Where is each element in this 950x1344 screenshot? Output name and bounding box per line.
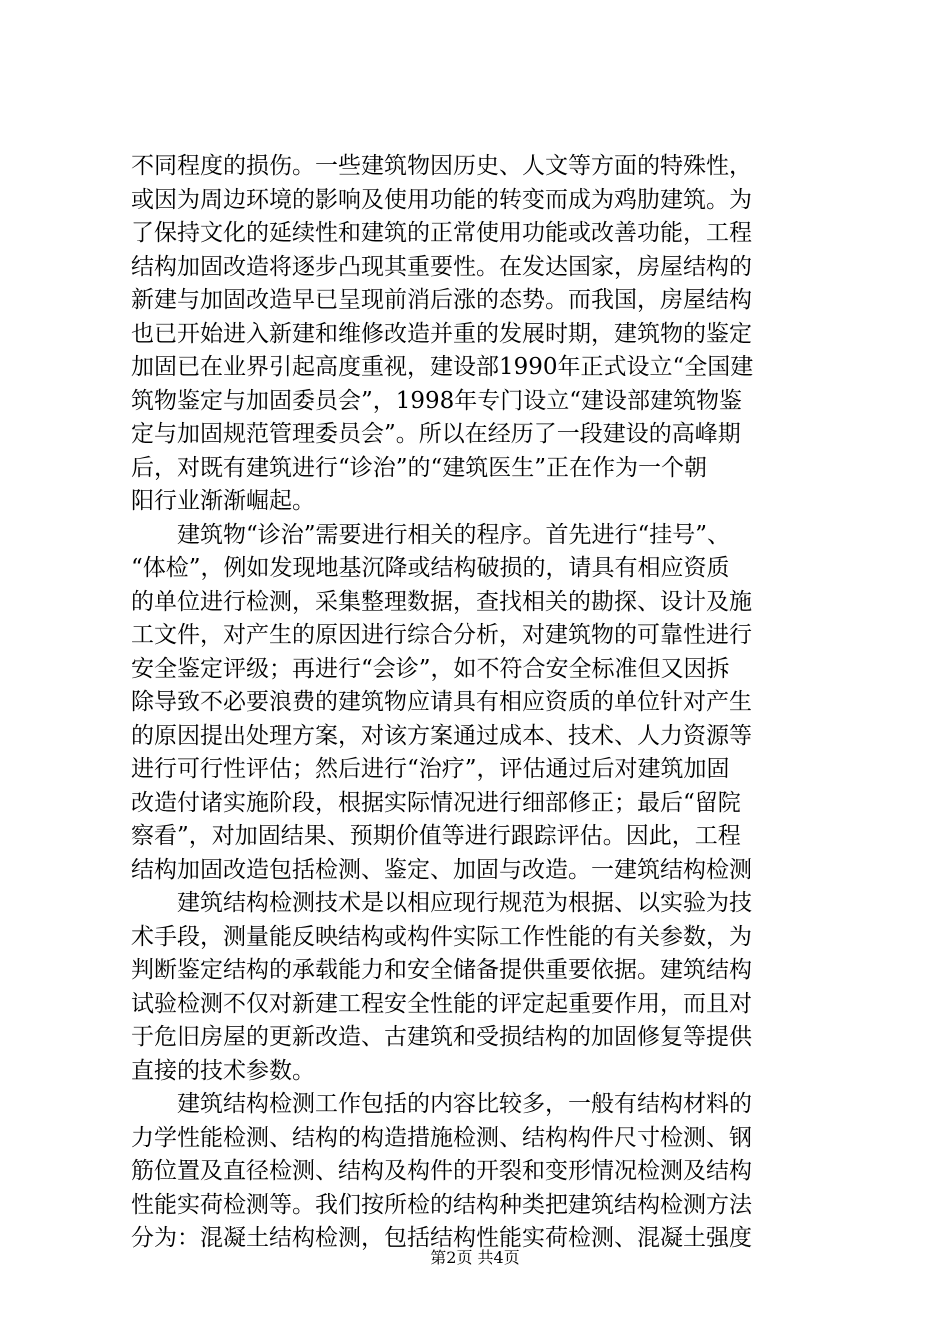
text-line: 定与加固规范管理委员会”。所以在经历了一段建设的高峰期	[131, 421, 741, 447]
text-line: 阳行业渐渐崛起。	[131, 488, 315, 514]
text-line: 于危旧房屋的更新改造、古建筑和受损结构的加固修复等提供	[131, 1024, 752, 1050]
text-line: 除导致不必要浪费的建筑物应请具有相应资质的单位针对产生	[131, 689, 752, 715]
text-line: 改造付诸实施阶段，根据实际情况进行细部修正；最后“留院	[131, 789, 741, 816]
text-line: 新建与加固改造早已呈现前消后涨的态势。而我国，房屋结构	[131, 287, 752, 313]
text-line: 试验检测不仅对新建工程安全性能的评定起重要作用，而且对	[131, 990, 752, 1017]
text-line: 分为：混凝土结构检测，包括结构性能实荷检测、混凝土强度	[131, 1225, 752, 1251]
document-body	[131, 150, 830, 1256]
text-line: 进行可行性评估；然后进行“治疗”，评估通过后对建筑加固	[131, 756, 730, 782]
text-line: 或因为周边环境的影响及使用功能的转变而成为鸡肋建筑。为	[131, 186, 752, 213]
page-footer: 第2页 共4页	[430, 1248, 520, 1267]
text-line: 直接的技术参数。	[131, 1057, 315, 1084]
text-line: 也已开始进入新建和维修改造并重的发展时期，建筑物的鉴定	[131, 320, 752, 347]
text-line: 结构加固改造包括检测、鉴定、加固与改造。一建筑结构检测	[131, 856, 752, 883]
text-line: 筋位置及直径检测、结构及构件的开裂和变形情况检测及结构	[131, 1158, 752, 1184]
text-line: 不同程度的损伤。一些建筑物因历史、人文等方面的特殊性，	[131, 153, 752, 179]
text-line: 性能实荷检测等。我们按所检的结构种类把建筑结构检测方法	[131, 1191, 752, 1218]
text-line: 术手段，测量能反映结构或构件实际工作性能的有关参数，为	[131, 923, 752, 950]
text-line: 筑物鉴定与加固委员会”，1998年专门设立“建设部建筑物鉴	[131, 387, 743, 414]
text-line: 的单位进行检测，采集整理数据，查找相关的勘探、设计及施	[131, 588, 752, 615]
text-line: 建筑物“诊治”需要进行相关的程序。首先进行“挂号”、	[131, 521, 731, 548]
text-line: 建筑结构检测技术是以相应现行规范为根据、以实验为技	[131, 890, 752, 916]
text-line: 了保持文化的延续性和建筑的正常使用功能或改善功能，工程	[131, 220, 752, 246]
text-line: 结构加固改造将逐步凸现其重要性。在发达国家，房屋结构的	[131, 253, 752, 280]
text-line: 工文件，对产生的原因进行综合分析，对建筑物的可靠性进行	[131, 622, 752, 648]
text-line: 力学性能检测、结构的构造措施检测、结构构件尺寸检测、钢	[131, 1124, 752, 1151]
text-line: 判断鉴定结构的承载能力和安全储备提供重要依据。建筑结构	[131, 957, 752, 983]
text-line: 安全鉴定评级；再进行“会诊”，如不符合安全标准但又因拆	[131, 655, 730, 682]
text-line: 后，对既有建筑进行“诊治”的“建筑医生”正在作为一个朝	[131, 454, 708, 481]
text-line: 建筑结构检测工作包括的内容比较多，一般有结构材料的	[131, 1091, 752, 1117]
text-line: 加固已在业界引起高度重视，建设部1990年正式设立“全国建	[131, 354, 754, 380]
text-line: “体检”，例如发现地基沉降或结构破损的，请具有相应资质	[131, 555, 730, 581]
text-line: 察看”，对加固结果、预期价值等进行跟踪评估。因此，工程	[131, 823, 741, 849]
text-line: 的原因提出处理方案，对该方案通过成本、技术、人力资源等	[131, 722, 752, 749]
